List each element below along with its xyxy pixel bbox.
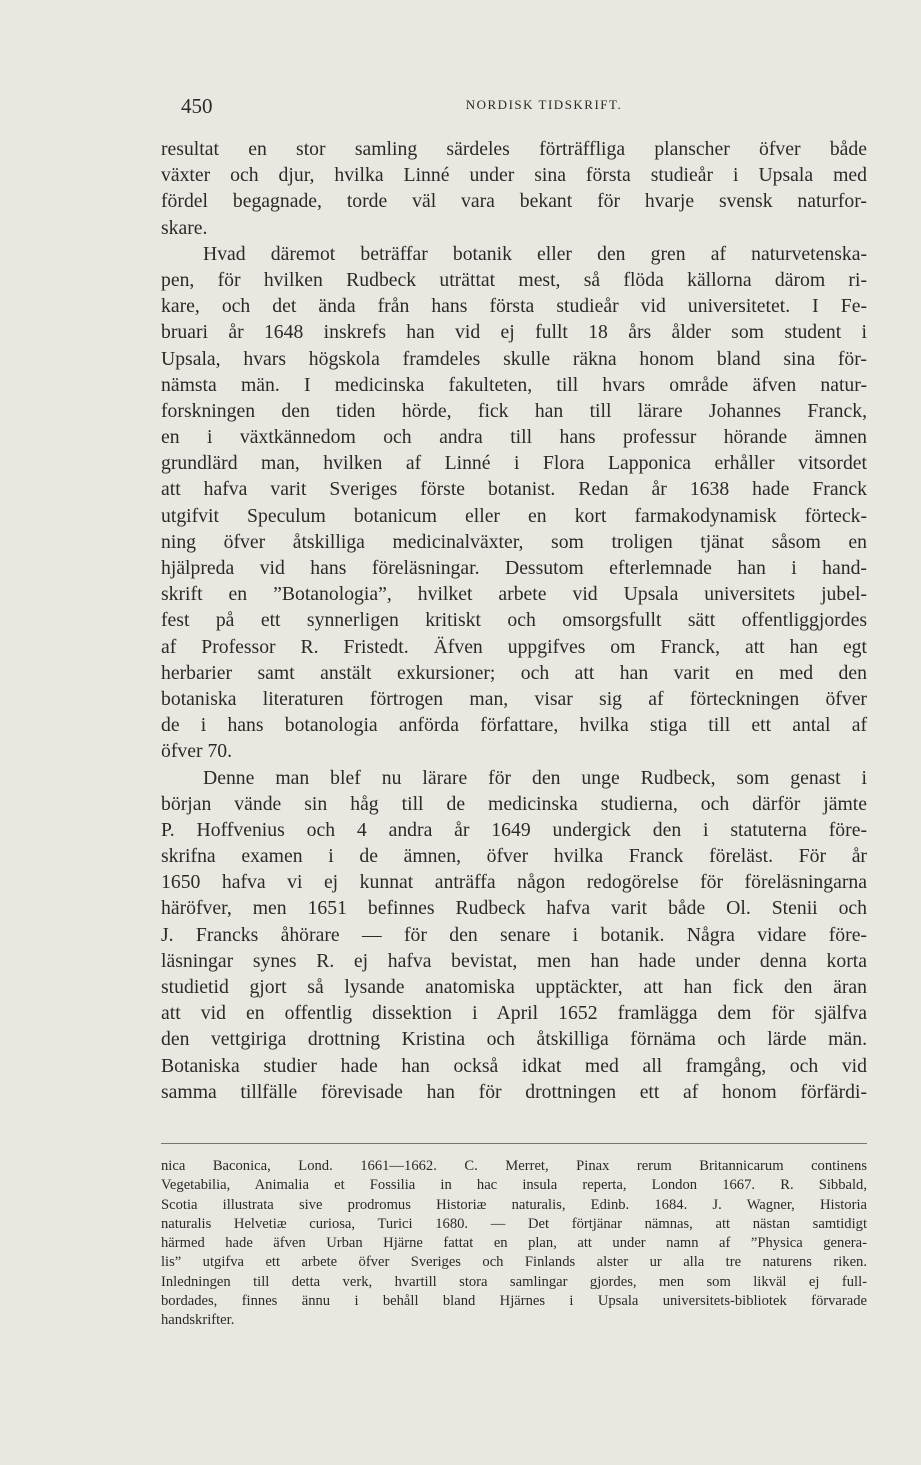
text-line: grundlärd man, hvilken af Linné i Flora Lapponica erhåller vitsordet: [161, 452, 867, 475]
footnote-divider: [161, 1143, 867, 1144]
text-line: P. Hoffvenius och 4 andra år 1649 undergick den i statuterna före-: [161, 818, 867, 841]
text-line: skare.: [161, 216, 208, 239]
footnote-line: lis” utgifva ett arbete öfver Sveriges och Finlands alster ur alla tre naturens riken.: [161, 1254, 867, 1271]
text-line: Upsala, hvars högskola framdeles skulle räkna honom bland sina för-: [161, 347, 867, 370]
text-line: 1650 hafva vi ej kunnat anträffa någon redogörelse för föreläsningarna: [161, 871, 867, 894]
text-line: de i hans botanologia anförda författare, hvilka stiga till ett antal af: [161, 714, 867, 737]
footnote-line: handskrifter.: [161, 1312, 235, 1329]
text-line: af Professor R. Fristedt. Äfven uppgifves om Franck, att han egt: [161, 635, 867, 658]
text-line: botaniska literaturen förtrogen man, visar sig af förteckningen öfver: [161, 687, 867, 710]
footnote-line: härmed hade äfven Urban Hjärne fattat en plan, att under namn af ”Physica genera-: [161, 1235, 867, 1252]
text-line: Hvad däremot beträffar botanik eller den gren af naturvetenska-: [203, 242, 867, 265]
text-line: utgifvit Speculum botanicum eller en kort farmakodynamisk förteck-: [161, 504, 867, 527]
text-line: Denne man blef nu lärare för den unge Rudbeck, som genast i: [203, 766, 867, 789]
text-line: läsningar synes R. ej hafva bevistat, men han hade under denna korta: [161, 949, 867, 972]
text-line: bruari år 1648 inskrefs han vid ej fullt 18 års ålder som student i: [161, 321, 867, 344]
text-line: herbarier samt anstält exkursioner; och att han varit en med den: [161, 661, 867, 684]
text-line: öfver 70.: [161, 740, 233, 763]
page-number: 450: [181, 94, 213, 118]
footnote-line: Vegetabilia, Animalia et Fossilia in hac insula reperta, London 1667. R. Sibbald,: [161, 1177, 867, 1194]
text-line: hjälpreda vid hans föreläsningar. Dessutom efterlemnade han i hand-: [161, 557, 867, 579]
text-line: att hafva varit Sveriges förste botanist. Redan år 1638 hade Franck: [161, 478, 867, 501]
text-line: samma tillfälle förevisade han för drottningen ett af honom förfärdi-: [161, 1080, 867, 1103]
text-line: en i växtkännedom och andra till hans professur hörande ämnen: [161, 426, 867, 449]
text-line: forskningen den tiden hörde, fick han till lärare Johannes Franck,: [161, 399, 867, 422]
footnote-line: nica Baconica, Lond. 1661—1662. C. Merret, Pinax rerum Britannicarum continens: [161, 1158, 867, 1174]
text-line: resultat en stor samling särdeles förträffliga planscher öfver både: [161, 138, 867, 160]
footnote-line: Inledningen till detta verk, hvartill stora samlingar gjordes, men som likväl ej full-: [161, 1273, 867, 1290]
text-line: häröfver, men 1651 befinnes Rudbeck hafva varit både Ol. Stenii och: [161, 897, 867, 920]
text-line: J. Francks åhörare — för den senare i botanik. Några vidare före-: [161, 923, 867, 946]
footnote: [161, 1157, 867, 1331]
text-line: Botaniska studier hade han också idkat med all framgång, och vid: [161, 1054, 867, 1077]
text-line: växter och djur, hvilka Linné under sina första studieår i Upsala med: [161, 164, 867, 187]
text-line: skrifna examen i de ämnen, öfver hvilka Franck föreläst. För år: [161, 845, 867, 868]
text-line: skrift en ”Botanologia”, hvilket arbete vid Upsala universitets jubel-: [161, 583, 867, 606]
text-line: fest på ett synnerligen kritiskt och omsorgsfullt sätt offentliggjordes: [161, 609, 867, 632]
text-line: studietid gjort så lysande anatomiska upptäckter, att han fick den äran: [161, 976, 867, 998]
text-line: kare, och det ända från hans första studieår vid universitetet. I Fe-: [161, 295, 867, 318]
text-line: den vettgiriga drottning Kristina och åtskilliga förnäma och lärde män.: [161, 1028, 867, 1051]
text-line: fördel begagnade, torde väl vara bekant för hvarje svensk naturfor-: [161, 190, 867, 213]
text-line: nämsta män. I medicinska fakulteten, till hvars område äfven natur-: [161, 373, 867, 396]
running-title: NORDISK TIDSKRIFT.: [465, 97, 623, 112]
text-line: att vid en offentlig dissektion i April 1652 framlägga dem för själfva: [161, 1002, 867, 1025]
body-text: [161, 136, 867, 1105]
text-line: början vände sin håg till de medicinska studierna, och därför jämte: [161, 792, 867, 815]
footnote-line: naturalis Helvetiæ curiosa, Turici 1680. — Det förtjänar nämnas, att nästan samtidigt: [161, 1215, 867, 1232]
page-header: [161, 94, 867, 120]
footnote-line: bordades, finnes ännu i behåll bland Hjärnes i Upsala universitets-bibliotek förvarade: [161, 1293, 867, 1310]
text-line: pen, för hvilken Rudbeck uträttat mest, så flöda källorna därom ri-: [161, 268, 867, 291]
footnote-line: Scotia illustrata sive prodromus Historiæ naturalis, Edinb. 1684. J. Wagner, Historia: [161, 1196, 867, 1213]
text-line: ning öfver åtskilliga medicinalväxter, som troligen tjänat såsom en: [161, 530, 867, 553]
